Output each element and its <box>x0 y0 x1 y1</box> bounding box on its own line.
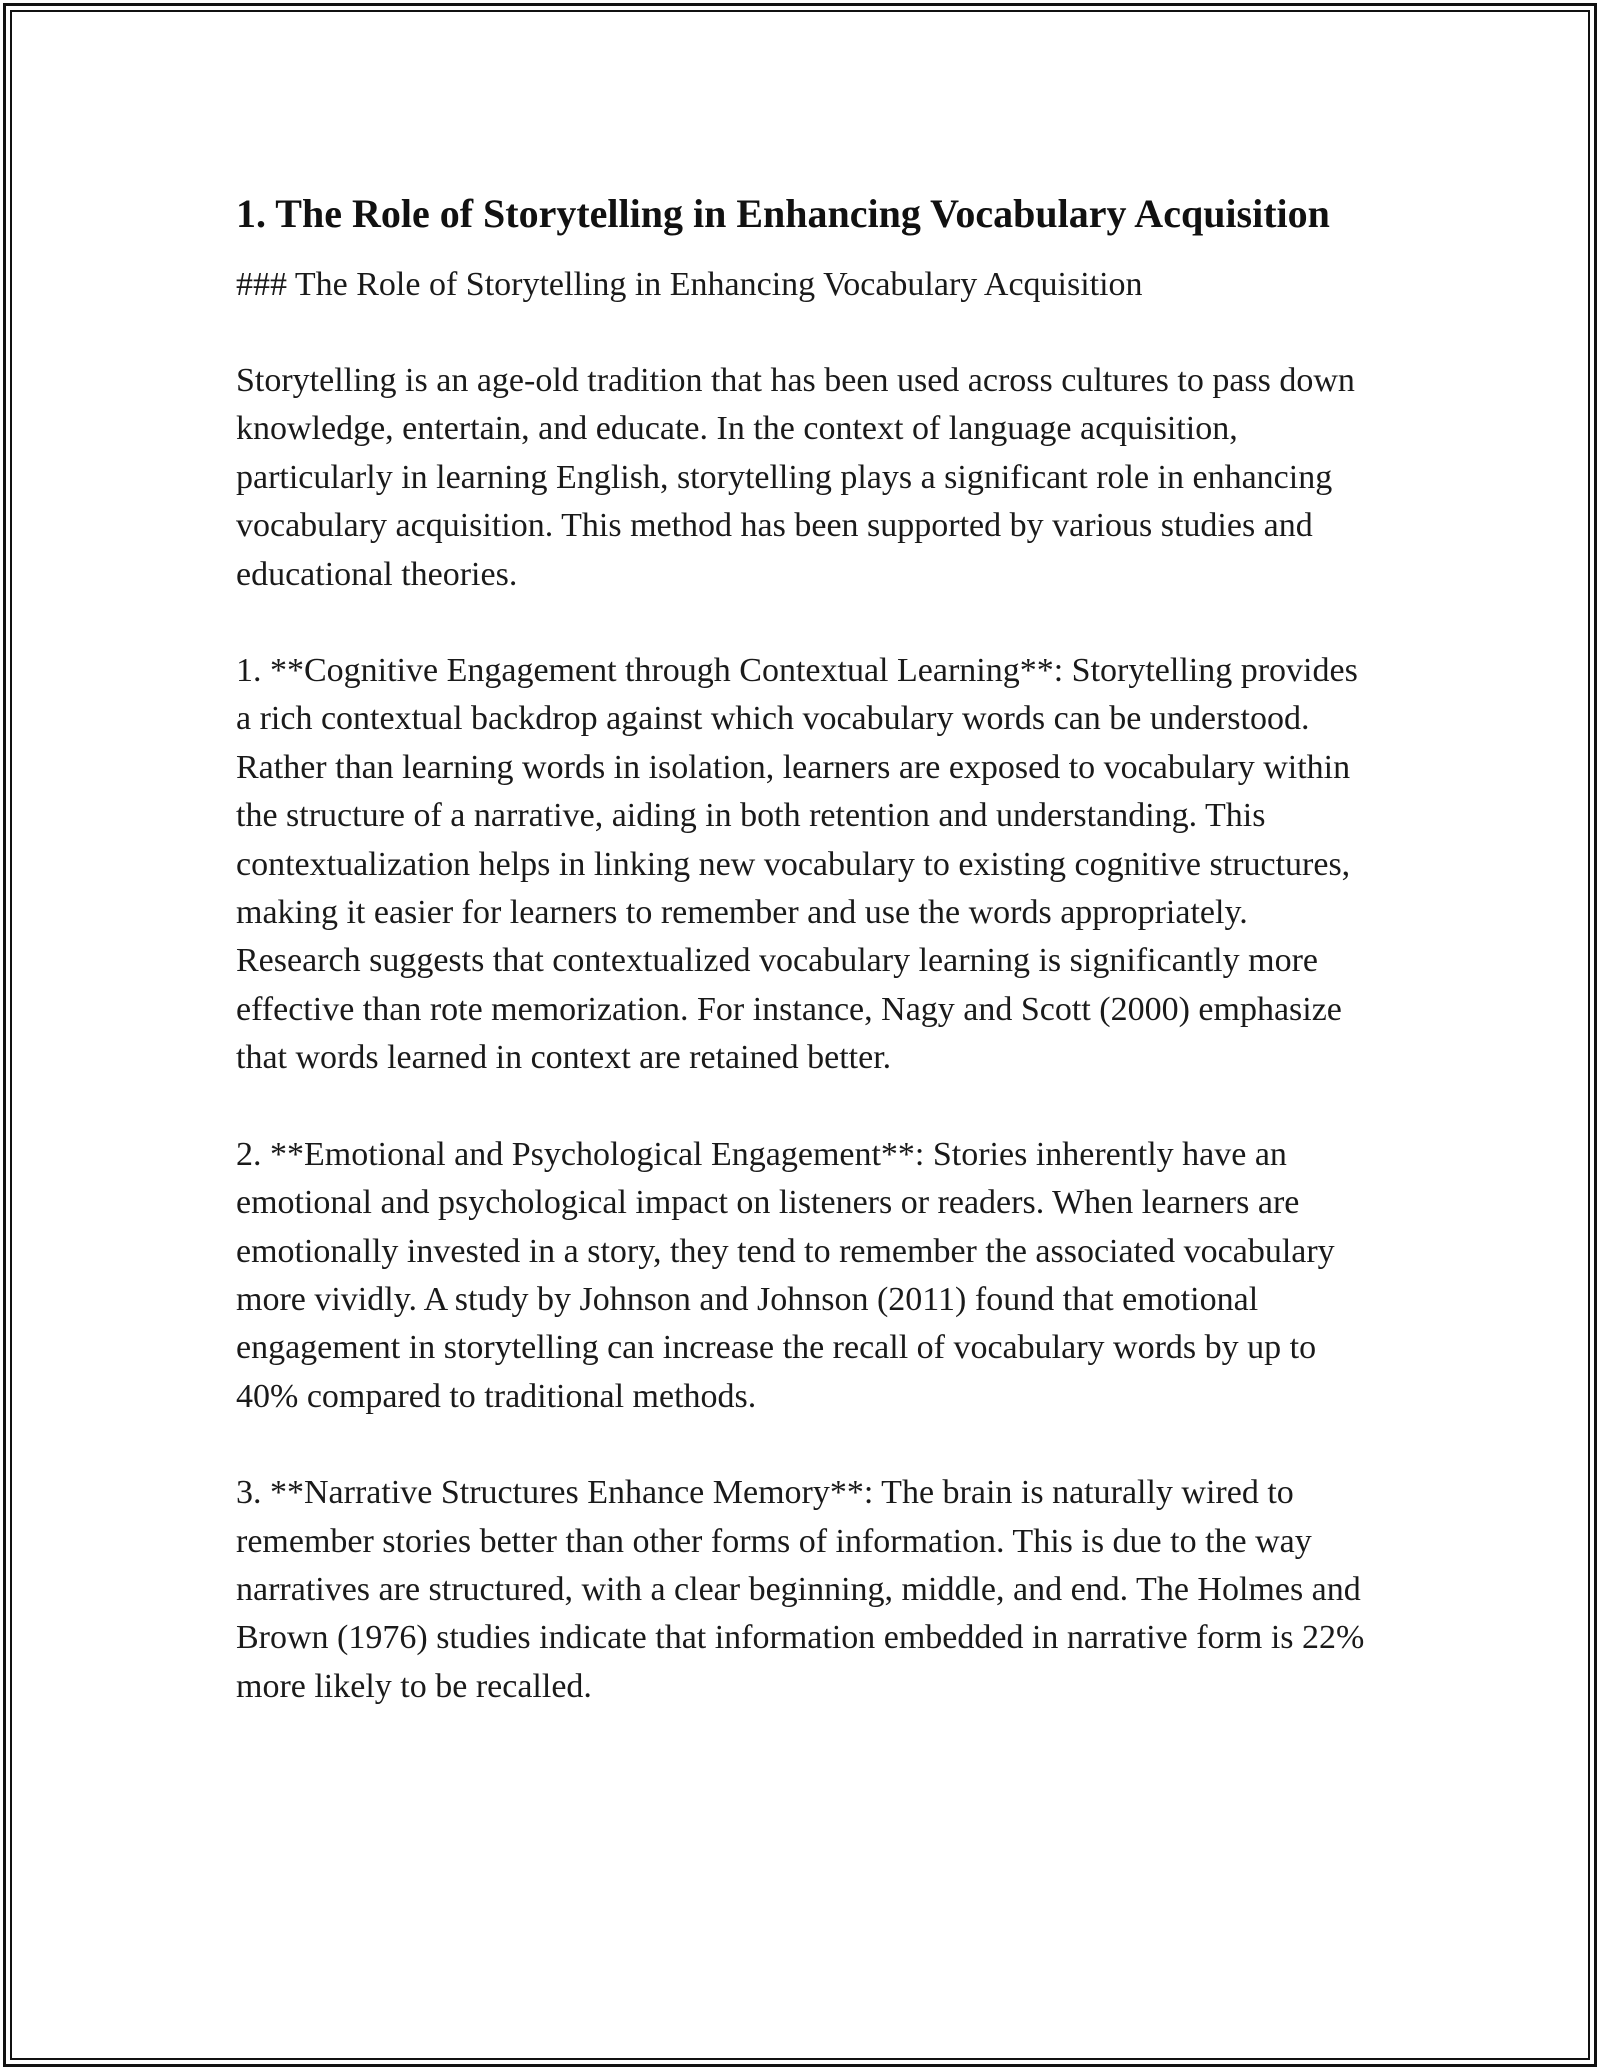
document-body <box>236 186 1371 1711</box>
document-title: 1. The Role of Storytelling in Enhancing Vocabulary Acquisition <box>236 191 1330 236</box>
point-narrative-structures: 3. **Narrative Structures Enhance Memory**: The brain is naturally wired to remember stories better than other forms of information. This is due to the way narratives are structured, with a clear beginning, middle, and end. The Holmes and Brown (1976) studies indicate that information embedded in narrative form is 22% more likely to be recalled. <box>236 1474 1365 1705</box>
point-cognitive-engagement: 1. **Cognitive Engagement through Contextual Learning**: Storytelling provides a rich contextual backdrop against which vocabulary words can be understood. Rather than learning words in isolation, learners are exposed to vocabulary within the structure of a narrative, aiding in both retention and understanding. This contextualization helps in linking new vocabulary to existing cognitive structures, making it easier for learners to remember and use the words appropriately. Research suggests that contextualized vocabulary learning is significantly more effective than rote memorization. For instance, Nagy and Scott (2000) emphasize that words learned in context are retained better. <box>236 652 1358 1077</box>
point-emotional-engagement: 2. **Emotional and Psychological Engagement**: Stories inherently have an emotional and psychological impact on listeners or readers. When learners are emotionally invested in a story, they tend to remember the associated vocabulary more vividly. A study by Johnson and Johnson (2011) found that emotional engagement in storytelling can increase the recall of vocabulary words by up to 40% compared to traditional methods. <box>236 1135 1335 1415</box>
intro-paragraph: Storytelling is an age-old tradition that has been used across cultures to pass down knowledge, entertain, and educate. In the context of language acquisition, particularly in learning English, storytelling plays a significant role in enhancing vocabulary acquisition. This method has been supported by various studies and educational theories. <box>236 362 1355 593</box>
markdown-heading: ### The Role of Storytelling in Enhancing Vocabulary Acquisition <box>236 266 1143 303</box>
